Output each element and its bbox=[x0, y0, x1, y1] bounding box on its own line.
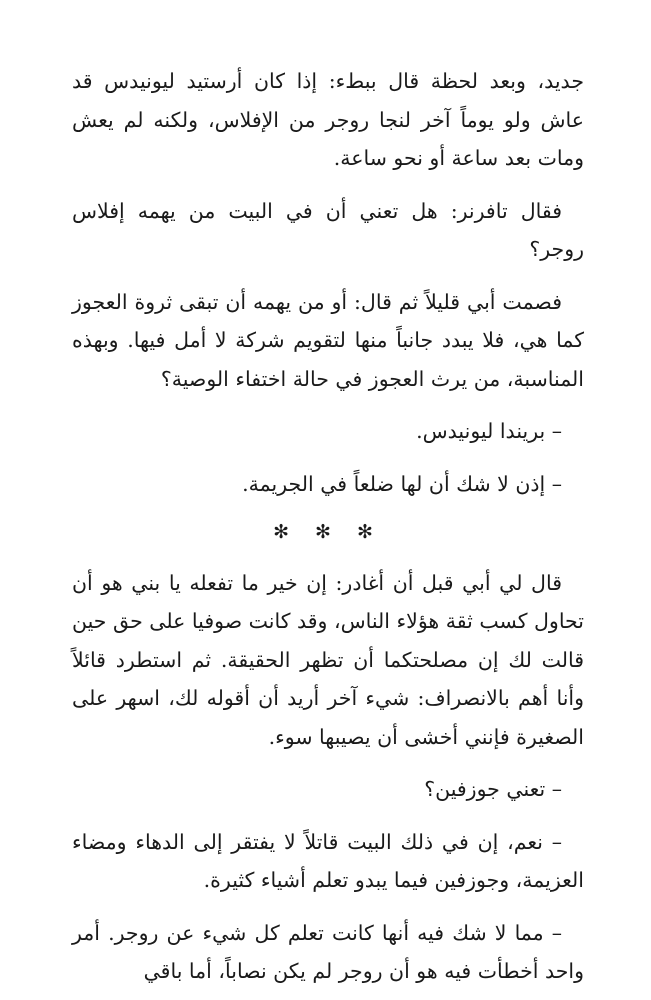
book-page bbox=[72, 62, 584, 991]
dialogue-crime: – إذن لا شك أن لها ضلعاً في الجريمة. bbox=[242, 471, 562, 496]
paragraph-father-advice: قال لي أبي قبل أن أغادر: إن خير ما تفعله يا بني هو أن تحاول كسب ثقة هؤلاء الناس، وقد كانت صوفيا على حق حين قالت لك إن مصلحتكما أن تظهر الحقيقة. ثم استطرد قائلاً وأنا أهم بالانصراف: شيء آخر أريد أن أقوله لك، اسهر على الصغيرة فإنني أخشى أن يصيبها سوء. bbox=[72, 570, 584, 749]
paragraph-continuation: جديد، وبعد لحظة قال ببطء: إذا كان أرستيد ليونيدس قد عاش ولو يوماً آخر لنجا روجر من الإفلاس، ولكنه لم يعش ومات بعد ساعة أو نحو ساعة. bbox=[72, 69, 584, 170]
dialogue-killer: – نعم، إن في ذلك البيت قاتلاً لا يفتقر إلى الدهاء ومضاء العزيمة، وجوزفين فيما يبدو تعلم أشياء كثيرة. bbox=[72, 829, 584, 892]
dialogue-brenda: – بريندا ليونيدس. bbox=[416, 419, 562, 443]
dialogue-roger: – مما لا شك فيه أنها كانت تعلم كل شيء عن روجر. أمر واحد أخطأت فيه هو أن روجر لم يكن نصاباً، أما باقي bbox=[72, 920, 584, 983]
paragraph-tavernor-question: فقال تافرنر: هل تعني أن في البيت من يهمه إفلاس روجر؟ bbox=[72, 198, 584, 261]
dialogue-josephine: – تعني جوزفين؟ bbox=[424, 777, 562, 801]
paragraph-father-reply: فصمت أبي قليلاً ثم قال: أو من يهمه أن تبقى ثروة العجوز كما هي، فلا يبدد جانباً منها لتقويم شركة لا أمل فيها. وبهذه المناسبة، من يرث العجوز في حالة اختفاء الوصية؟ bbox=[72, 289, 584, 391]
section-separator: ✻ ✻ ✻ bbox=[273, 521, 383, 543]
